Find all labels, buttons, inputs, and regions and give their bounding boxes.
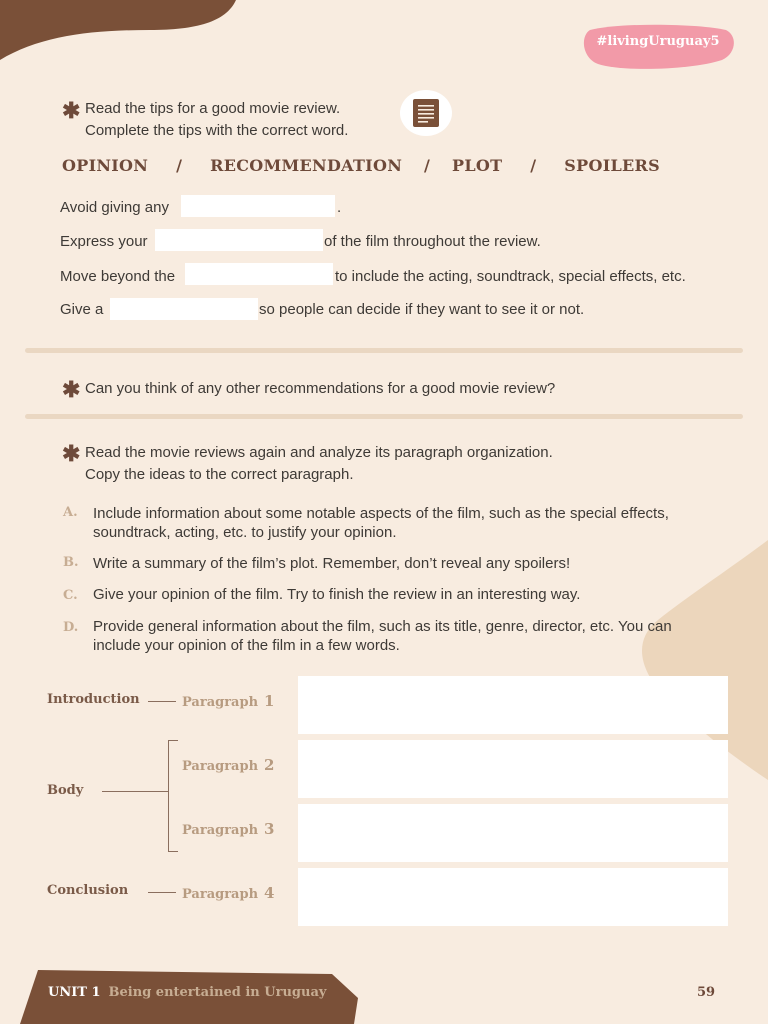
word-separator: /	[176, 156, 183, 175]
instruction-line: Read the movie reviews again and analyze its paragraph organization.	[85, 444, 553, 461]
paragraph-number: 4	[264, 884, 275, 902]
section-divider	[25, 414, 743, 419]
section-divider	[25, 348, 743, 353]
section-label-introduction: Introduction	[47, 692, 140, 707]
connector-line	[148, 701, 176, 702]
bracket-line	[168, 740, 169, 851]
word-bank-item: RECOMMENDATION	[210, 156, 403, 175]
hashtag-text: #livingUruguay5	[596, 34, 720, 49]
unit-title: Being entertained in Uruguay	[108, 985, 327, 1000]
word-bank-item: SPOILERS	[564, 156, 660, 175]
tip-sentence-after: so people can decide if they want to see it or not.	[259, 301, 585, 318]
paragraph-4-answer-box[interactable]	[298, 868, 728, 926]
word-bank-item: OPINION	[62, 156, 149, 175]
paragraph-label	[182, 692, 274, 710]
answer-blank[interactable]	[185, 263, 333, 285]
option-text[interactable]: Write a summary of the film’s plot. Remember, don’t reveal any spoilers!	[93, 555, 571, 572]
instruction-line: Copy the ideas to the correct paragraph.	[85, 466, 354, 483]
hashtag-badge	[582, 24, 734, 70]
bracket-tick	[168, 740, 178, 741]
option-text[interactable]: Include information about some notable aspects of the film, such as the special effects, soundtrack, acting, etc. to justify your opinion.	[93, 505, 669, 541]
paragraph-label	[182, 820, 274, 838]
option-letter: C.	[63, 588, 78, 603]
paragraph-word: Paragraph	[182, 695, 259, 710]
paragraph-label	[182, 756, 274, 774]
word-separator: /	[424, 156, 431, 175]
word-bank	[62, 156, 660, 175]
top-left-decoration	[0, 0, 240, 62]
tip-sentence-before: Express your	[60, 233, 148, 250]
paragraph-2-answer-box[interactable]	[298, 740, 728, 798]
section1-instruction	[85, 98, 348, 142]
paragraph-word: Paragraph	[182, 759, 259, 774]
star-bullet-icon: ✱	[62, 98, 81, 123]
option-text[interactable]: Give your opinion of the film. Try to finish the review in an interesting way.	[93, 586, 581, 603]
option-letter: A.	[63, 505, 78, 520]
tip-sentence-before: Move beyond the	[60, 268, 176, 285]
option-letter: D.	[63, 620, 79, 635]
page-number: 59	[697, 985, 716, 1000]
tip-sentence-before: Give a	[60, 301, 104, 318]
paragraph-3-answer-box[interactable]	[298, 804, 728, 862]
section2-question: Can you think of any other recommendations for a good movie review?	[85, 380, 556, 397]
paragraph-number: 3	[264, 820, 275, 838]
word-separator: /	[530, 156, 537, 175]
paragraph-1-answer-box[interactable]	[298, 676, 728, 734]
unit-number: UNIT 1	[48, 985, 101, 1000]
paragraph-number: 2	[264, 756, 275, 774]
tip-sentence-after: of the film throughout the review.	[324, 233, 541, 250]
paragraph-number: 1	[264, 692, 275, 710]
star-bullet-icon: ✱	[62, 377, 81, 402]
section3-instruction	[85, 442, 553, 486]
option-text[interactable]: Provide general information about the film, such as its title, genre, director, etc. You can include your opinion of the film in a few words.	[93, 618, 672, 654]
tip-sentence-after: to include the acting, soundtrack, special effects, etc.	[335, 268, 686, 285]
answer-blank[interactable]	[110, 298, 258, 320]
tip-sentence-after: .	[337, 199, 342, 216]
footer-unit-label	[48, 985, 326, 1000]
paragraph-label	[182, 884, 274, 902]
section-label-conclusion: Conclusion	[47, 883, 129, 898]
word-bank-item: PLOT	[452, 156, 503, 175]
instruction-line: Read the tips for a good movie review.	[85, 100, 341, 117]
paragraph-word: Paragraph	[182, 823, 259, 838]
answer-blank[interactable]	[181, 195, 335, 217]
connector-line	[102, 791, 168, 792]
tip-sentence-before: Avoid giving any	[60, 199, 169, 216]
option-letter: B.	[63, 555, 79, 570]
section-label-body: Body	[47, 783, 84, 798]
bracket-tick	[168, 851, 178, 852]
notepad-icon	[400, 90, 452, 136]
paragraph-word: Paragraph	[182, 887, 259, 902]
star-bullet-icon: ✱	[62, 441, 81, 466]
instruction-line: Complete the tips with the correct word.	[85, 122, 349, 139]
answer-blank[interactable]	[155, 229, 323, 251]
connector-line	[148, 892, 176, 893]
